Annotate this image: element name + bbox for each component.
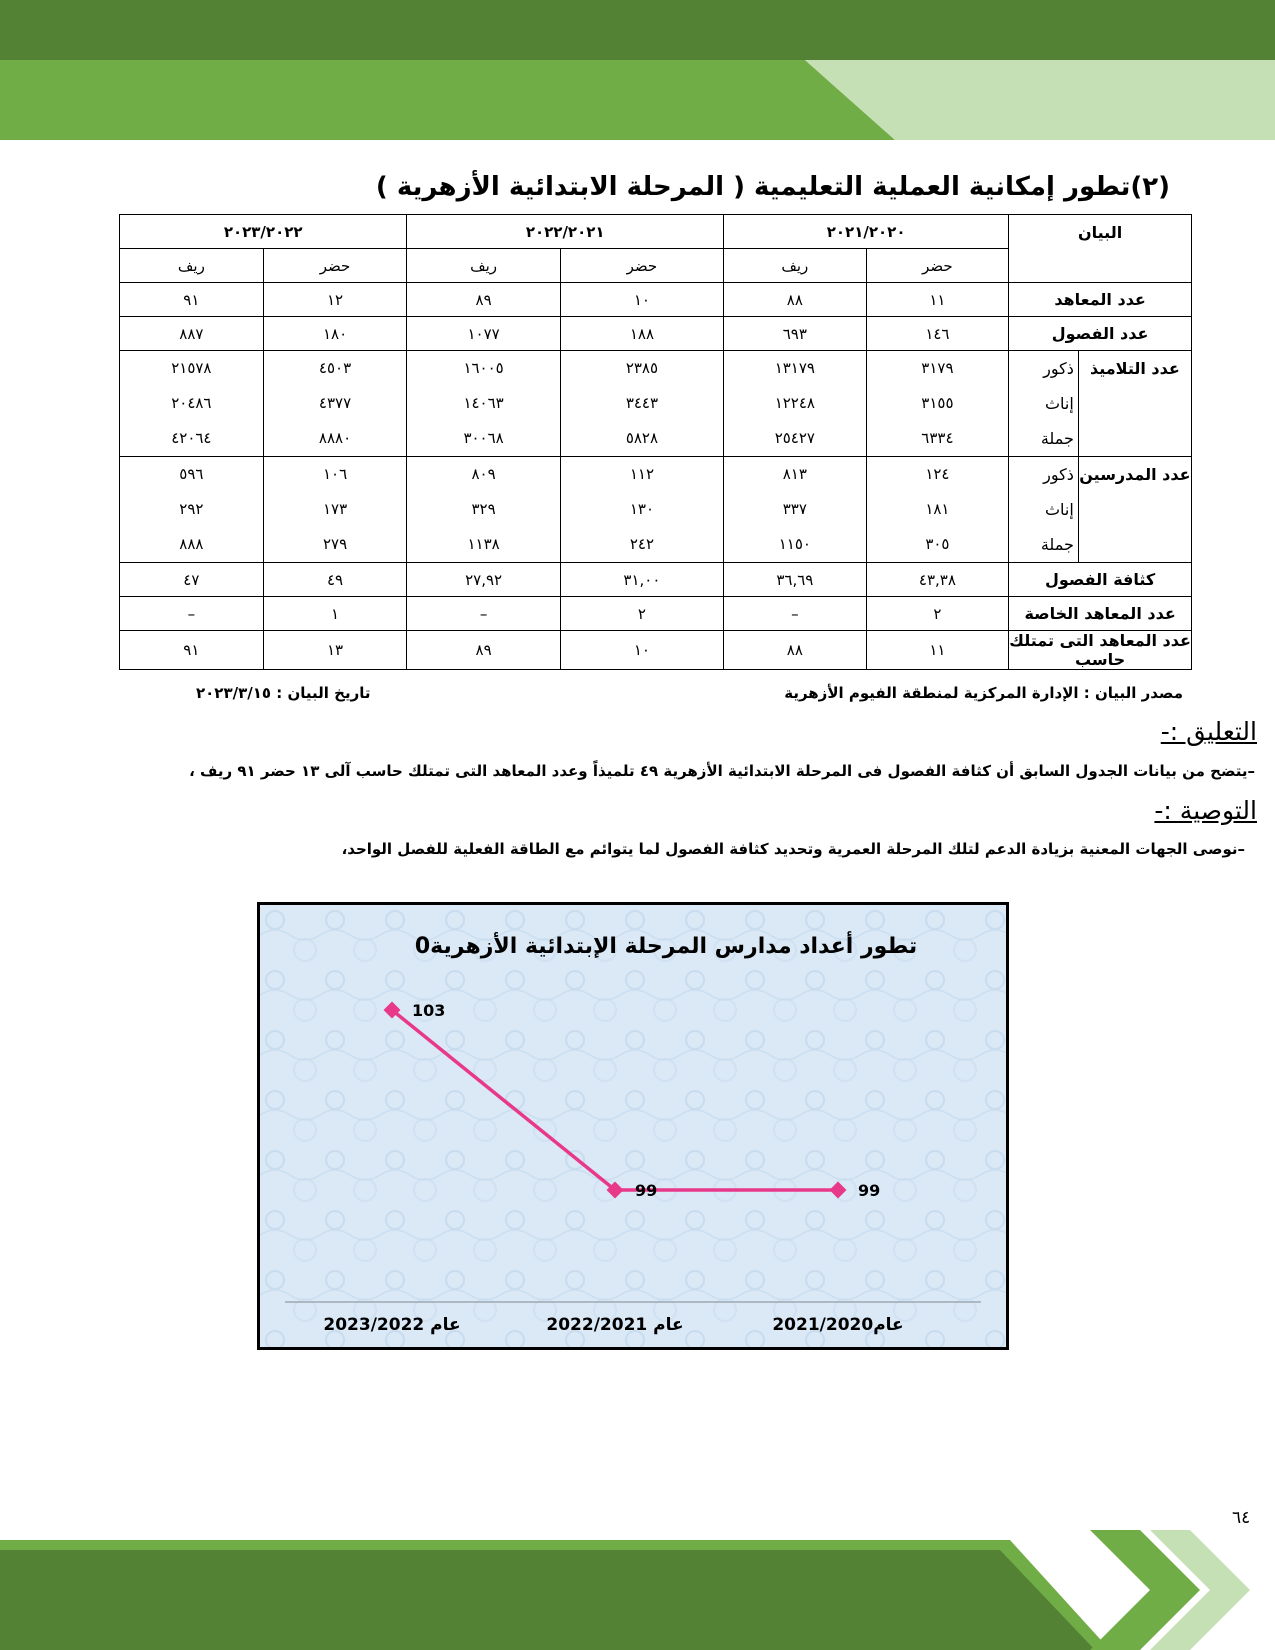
gender-labels [1009,457,1079,563]
table-row [120,351,1192,457]
table-cell: ٤٧ [120,563,264,597]
table-cell: ٨٠٩ ٣٢٩ ١١٣٨ [407,457,560,563]
reef-header: ريف [407,249,560,283]
table-cell: ٤٩ [263,563,407,597]
table-row [120,317,1192,351]
sub-label: جملة [1040,535,1074,554]
table-cell: ١٣ [263,631,407,670]
table-cell: ١١ [866,631,1009,670]
table-cell: ٩١ [120,631,264,670]
table-row [120,283,1192,317]
table-cell: ٣١,٠٠ [560,563,723,597]
table-cell: ١٣١٧٩ ١٢٢٤٨ ٢٥٤٢٧ [724,351,867,457]
row-label-density: كثافة الفصول [1009,563,1192,597]
x-tick-label: عام2021/2020 [772,1315,904,1335]
table-cell: ١٢٤ ١٨١ ٣٠٥ [866,457,1009,563]
table-cell: ٢ [560,597,723,631]
table-cell: ٤٣,٣٨ [866,563,1009,597]
hadar-header: حضر [263,249,407,283]
gender-labels [1009,351,1079,457]
table-cell: ٦٩٣ [724,317,867,351]
table-cell: ٥٩٦ ٢٩٢ ٨٨٨ [120,457,264,563]
row-label-teachers: عدد المدرسين [1078,457,1191,563]
bayan-header: البيان [1009,215,1192,283]
row-label-private: عدد المعاهد الخاصة [1009,597,1192,631]
table-cell: ١٢ [263,283,407,317]
sub-label: إناث [1044,500,1074,519]
table-cell: ١٠ [560,283,723,317]
table-cell: ٨٨٧ [120,317,264,351]
year-header-3: ٢٠٢٣/٢٠٢٢ [120,215,407,249]
line-chart [257,902,1009,1350]
section-title: (٢)تطور إمكانية العملية التعليمية ( المرحلة الابتدائية الأزهرية ) [375,172,1170,202]
data-label: 103 [412,1001,446,1020]
row-label-classes: عدد الفصول [1009,317,1192,351]
table-cell: ٢ [866,597,1009,631]
chart-title: تطور أعداد مدارس المرحلة الإبتدائية الأزهرية0 [414,934,918,959]
row-label-students: عدد التلاميذ [1078,351,1191,457]
recommendation-heading: التوصية :- [1154,796,1257,825]
table-row [120,597,1192,631]
table-cell: ٨٨ [724,283,867,317]
year-header-2: ٢٠٢٢/٢٠٢١ [407,215,724,249]
row-label-computer: عدد المعاهد التى تمتلك حاسب [1009,631,1191,669]
table-cell: – [120,597,264,631]
table-cell: ٩١ [120,283,264,317]
comment-heading: التعليق :- [1160,717,1257,746]
table-cell: ١٠٦ ١٧٣ ٢٧٩ [263,457,407,563]
table-cell: ٤٥٠٣ ٤٣٧٧ ٨٨٨٠ [263,351,407,457]
table-cell: ٣٦,٦٩ [724,563,867,597]
table-cell: ١١ [866,283,1009,317]
table-cell: ٨١٣ ٣٣٧ ١١٥٠ [724,457,867,563]
table-row [120,631,1192,670]
recommendation-text: –نوصى الجهات المعنية بزيادة الدعم لتلك المرحلة العمرية وتحديد كثافة الفصول لما يتوائم مع الطاقة الفعلية للفصل الواحد، [341,840,1245,858]
table-cell: ١٤٦ [866,317,1009,351]
sub-label: ذكور [1043,359,1074,378]
table-cell: ١٠٧٧ [407,317,560,351]
data-label: 99 [858,1181,881,1200]
table-cell: – [407,597,560,631]
footer-band [0,1530,1275,1650]
chart-canvas [260,905,1006,1347]
table-row [120,457,1192,563]
table-cell: ١٠ [560,631,723,670]
header-band [0,0,1275,140]
x-tick-label: عام 2023/2022 [323,1315,461,1335]
date-note: تاريخ البيان : ٢٠٢٣/٣/١٥ [196,684,371,702]
reef-header: ريف [724,249,867,283]
chart-background [260,905,1006,1347]
table-cell: ١ [263,597,407,631]
source-note: مصدر البيان : الإدارة المركزية لمنطقة الفيوم الأزهرية [784,684,1183,702]
hadar-header: حضر [560,249,723,283]
education-table [119,214,1192,670]
sub-label: ذكور [1043,465,1074,484]
table-cell: ٨٨ [724,631,867,670]
table-cell: ١٨٠ [263,317,407,351]
comment-text: –يتضح من بيانات الجدول السابق أن كثافة الفصول فى المرحلة الابتدائية الأزهرية ٤٩ تلميذاً وعدد المعاهد التى تمتلك حاسب آلى ١٣ حضر ٩١ ريف ، [189,762,1255,780]
reef-header: ريف [120,249,264,283]
table-cell: ٣١٧٩ ٣١٥٥ ٦٣٣٤ [866,351,1009,457]
sub-label: جملة [1040,429,1074,448]
table-cell: ١٨٨ [560,317,723,351]
data-label: 99 [635,1181,658,1200]
year-header-1: ٢٠٢١/٢٠٢٠ [724,215,1009,249]
page-number: ٦٤ [1232,1508,1251,1528]
row-label-institutes: عدد المعاهد [1009,283,1192,317]
table-cell: ١١٢ ١٣٠ ٢٤٢ [560,457,723,563]
table-cell: ٨٩ [407,283,560,317]
table-row [120,563,1192,597]
table-cell: ٢١٥٧٨ ٢٠٤٨٦ ٤٢٠٦٤ [120,351,264,457]
table-cell: ٢٣٨٥ ٣٤٤٣ ٥٨٢٨ [560,351,723,457]
table-cell: ٨٩ [407,631,560,670]
table-cell: – [724,597,867,631]
table-cell: ١٦٠٠٥ ١٤٠٦٣ ٣٠٠٦٨ [407,351,560,457]
table-cell: ٢٧,٩٢ [407,563,560,597]
sub-label: إناث [1044,394,1074,413]
x-tick-label: عام 2022/2021 [546,1315,684,1335]
hadar-header: حضر [866,249,1009,283]
